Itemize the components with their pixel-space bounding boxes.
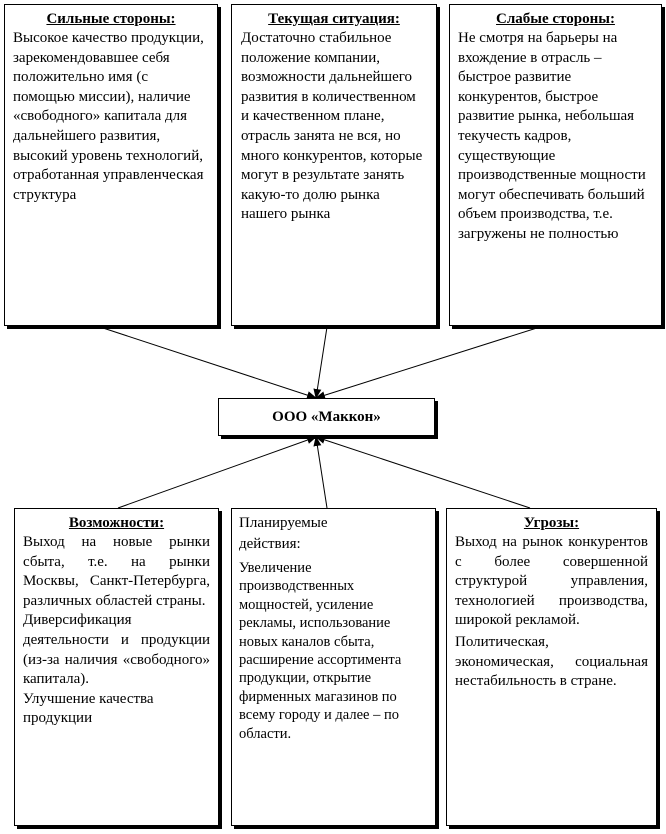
arrow-situation (316, 327, 327, 398)
company-box (218, 398, 435, 436)
opportunities-title: Возможности: (68, 515, 165, 531)
weaknesses-box (449, 4, 662, 326)
opportunities-paragraph: Улучшение качества продукции (23, 690, 154, 727)
strengths-box (4, 4, 218, 326)
situation-title: Текущая ситуация: (268, 11, 400, 27)
planned-actions-box (231, 508, 436, 826)
opportunities-paragraph: Диверсификация деятельности и продукции (из-за наличия «свободного» капитала). (23, 612, 210, 688)
weaknesses-title: Слабые стороны: (496, 11, 615, 27)
arrow-threats (316, 437, 530, 508)
weaknesses-text: Не смотря на барьеры на вхождение в отрасль – быстрое развитие конкурентов, быстрое развитие рынка, небольшая текучесть кадров, существующие производственные мощности могут обеспечивать больший объем производства, т.е. загружены не полностью (458, 30, 646, 242)
actions-text: Увеличение производственных мощностей, усиление рекламы, использование новых каналов сбыта, расширение ассортимента продукции, открытие фирменных магазинов по всему городу и далее – по области. (239, 560, 402, 742)
opportunities-box (14, 508, 219, 826)
actions-title-line2: действия: (239, 536, 301, 552)
threats-paragraph: Политическая, экономическая, социальная нестабильность в стране. (455, 633, 648, 690)
actions-title-line1: Планируемые (239, 515, 328, 531)
strengths-text: Высокое качество продукции, зарекомендовавшее себя положительно имя (с помощью миссии), наличие «свободного» капитала для дальнейшего развития, высокий уровень технологий, отработанная управленческая структура (13, 30, 204, 203)
arrow-weaknesses (316, 327, 540, 398)
situation-box (231, 4, 437, 326)
arrow-strengths (100, 327, 316, 398)
opportunities-paragraph: Выход на новые рынки сбыта, т.е. на рынки Москвы, Санкт-Петербурга, различных областей страны. (23, 534, 210, 609)
company-name: ООО «Маккон» (272, 408, 381, 425)
strengths-title: Сильные стороны: (46, 11, 176, 27)
arrow-actions (316, 437, 327, 508)
situation-text: Достаточно стабильное положение компании, возможности дальнейшего развития в количественном и качественном плане, отрасль занята не вся, но много конкурентов, которые могут в результате занять какую-то долю рынка нашего рынка (241, 30, 423, 223)
arrow-opportunities (118, 437, 316, 508)
threats-title: Угрозы: (523, 515, 580, 531)
threats-box (446, 508, 657, 826)
threats-paragraph: Выход на рынок конкурентов с более совершенной структурой управления, технологией производства, широкой рекламой. (455, 534, 648, 629)
